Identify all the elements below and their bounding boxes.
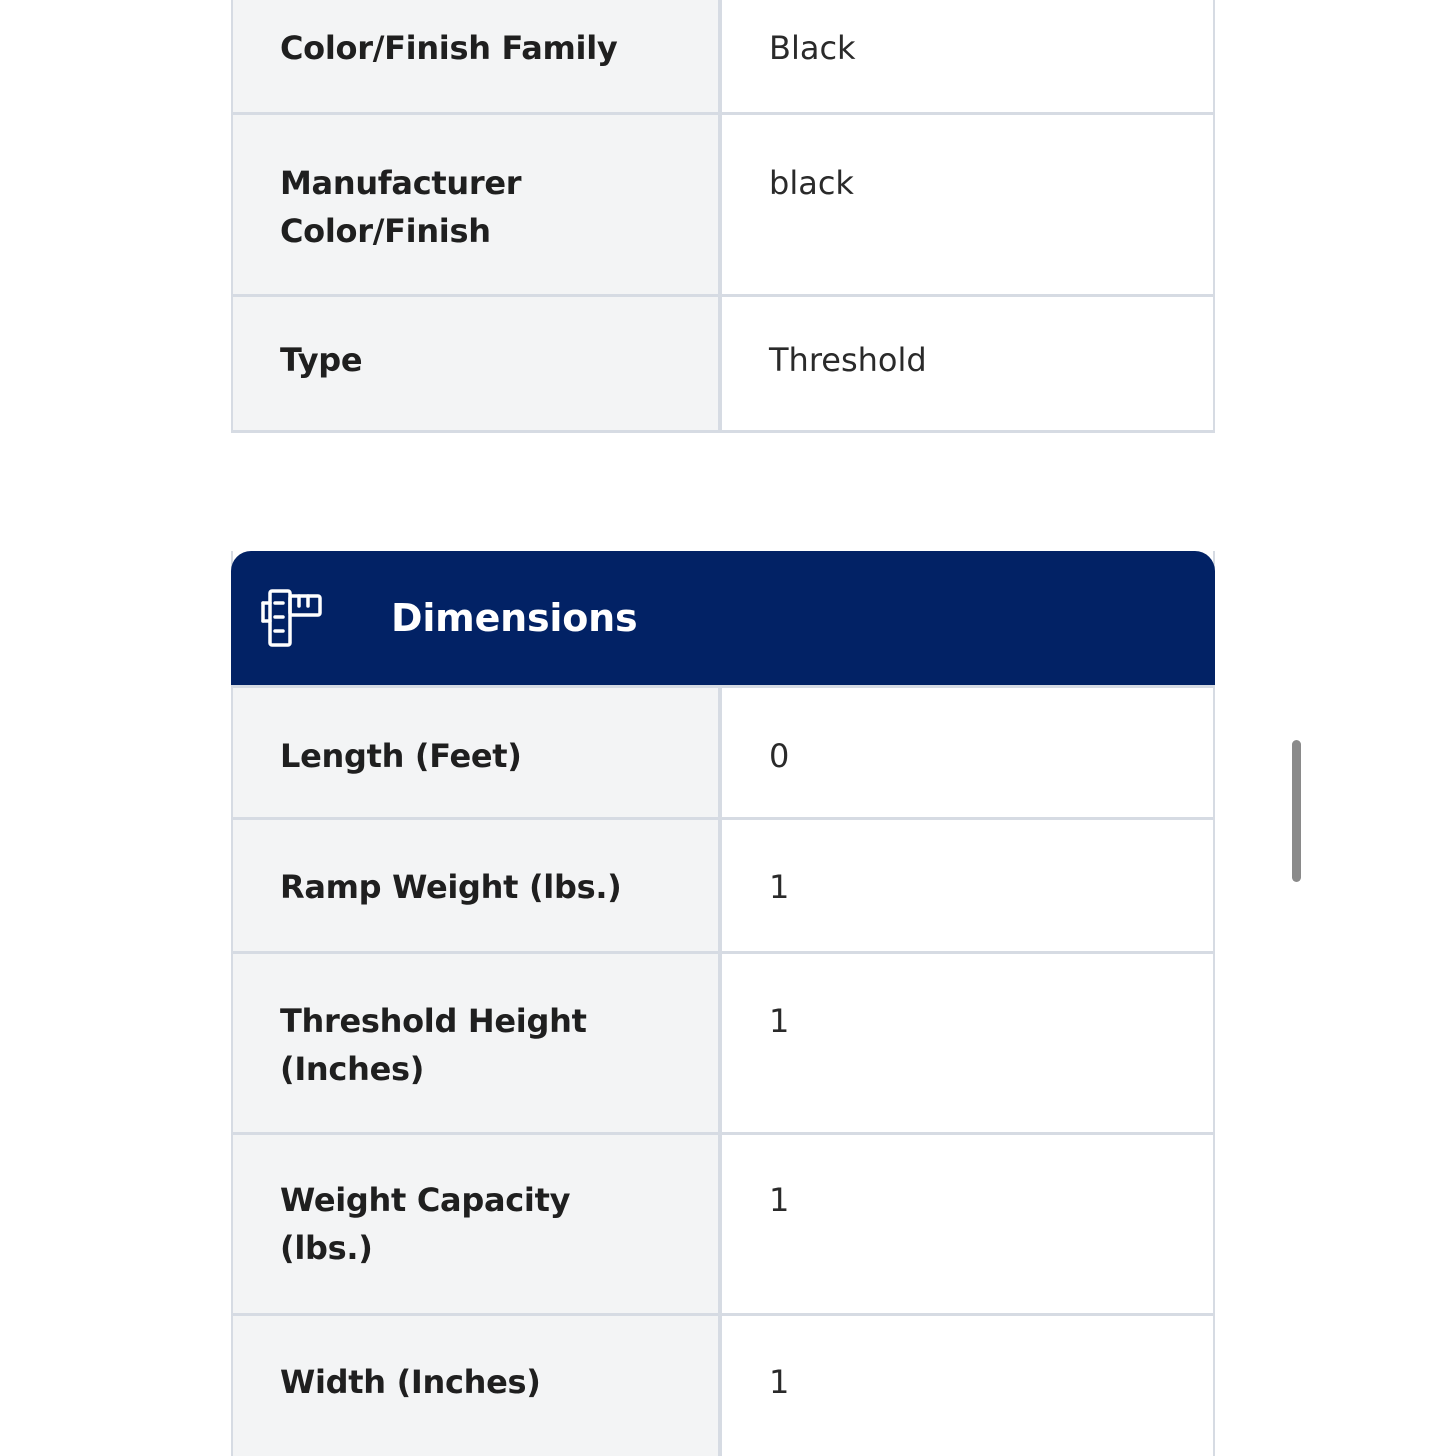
scrollbar-thumb[interactable] — [1292, 740, 1301, 882]
spec-row — [233, 954, 1213, 1135]
dimensions-spec-table — [231, 551, 1215, 1456]
spec-label: Width (Inches) — [233, 1316, 722, 1456]
spec-value: 1 — [722, 954, 1213, 1132]
spec-row — [233, 1316, 1213, 1456]
spec-label: Color/Finish Family — [233, 0, 722, 112]
spec-label: Length (Feet) — [233, 688, 722, 817]
spec-row — [233, 297, 1213, 430]
spec-value: 0 — [722, 688, 1213, 817]
spec-label: Manufacturer Color/Finish — [233, 115, 722, 294]
spec-row — [233, 0, 1213, 115]
spec-row — [233, 820, 1213, 954]
ruler-icon — [261, 587, 323, 649]
details-spec-table — [231, 0, 1215, 433]
spec-row — [233, 1135, 1213, 1316]
spec-label: Threshold Height (Inches) — [233, 954, 722, 1132]
spec-row — [233, 115, 1213, 297]
spec-value: black — [722, 115, 1213, 294]
spec-label: Weight Capacity (lbs.) — [233, 1135, 722, 1313]
spec-value: Threshold — [722, 297, 1213, 430]
spec-row — [233, 685, 1213, 820]
spec-value: 1 — [722, 820, 1213, 951]
dimensions-header — [231, 551, 1215, 685]
spec-value: 1 — [722, 1316, 1213, 1456]
spec-label: Ramp Weight (lbs.) — [233, 820, 722, 951]
spec-value: Black — [722, 0, 1213, 112]
dimensions-title: Dimensions — [391, 596, 638, 640]
spec-label: Type — [233, 297, 722, 430]
spec-value: 1 — [722, 1135, 1213, 1313]
